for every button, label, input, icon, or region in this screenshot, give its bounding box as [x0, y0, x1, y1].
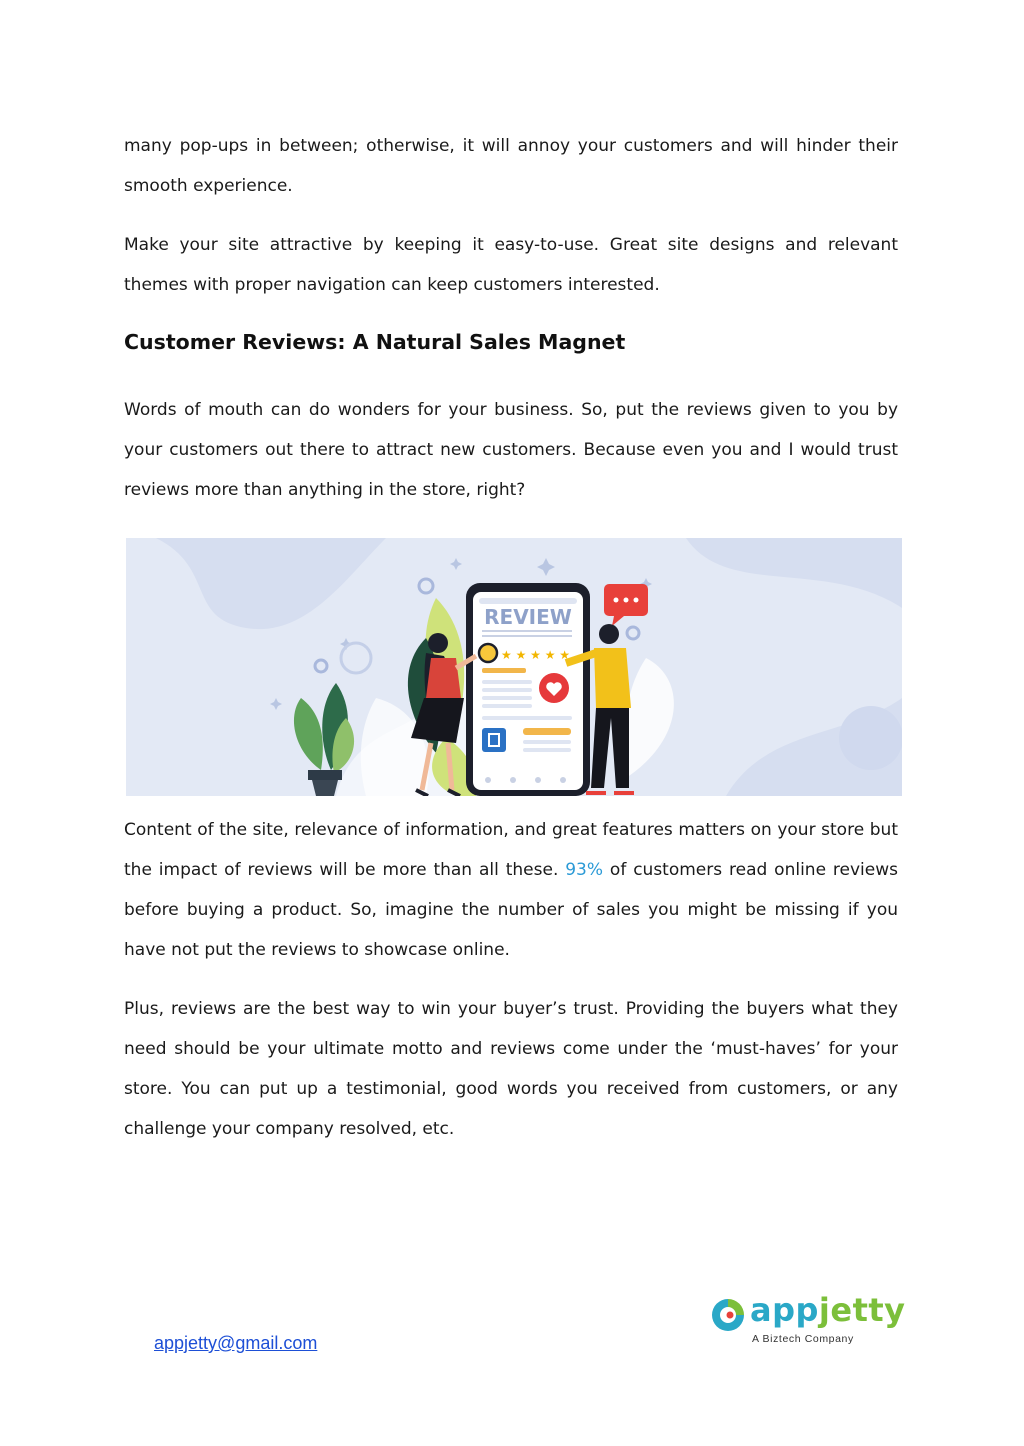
logo-tagline: A Biztech Company [752, 1333, 854, 1345]
paragraph-content-before: Content of the site, relevance of information, and great features matters on your store but the impact of reviews will be more than all these. [124, 820, 898, 880]
section-heading: Customer Reviews: A Natural Sales Magnet [124, 330, 626, 354]
logo-word-app: app [750, 1291, 819, 1329]
logo-wordmark [750, 1291, 906, 1329]
logo-word-jetty: jetty [818, 1291, 906, 1329]
paragraph-site-attractive: Make your site attractive by keeping it easy-to-use. Great site designs and relevant themes with proper navigation can keep customers interested. [124, 235, 898, 295]
paragraph-buyer-trust: Plus, reviews are the best way to win your buyer’s trust. Providing the buyers what they need should be your ultimate motto and reviews come under the ‘must-haves’ for your store. You can put up a testimonial, good words you received from customers, or any challenge your company resolved, etc. [124, 999, 898, 1139]
appjetty-logo [706, 1291, 906, 1350]
paragraph-popups: many pop-ups in between; otherwise, it will annoy your customers and will hinder their smooth experience. [124, 136, 898, 196]
paragraph-content-after: of customers read online reviews before buying a product. So, imagine the number of sales you might be missing if you have not put the reviews to showcase online. [124, 860, 898, 960]
email-link[interactable]: appjetty@gmail.com [154, 1333, 318, 1353]
review-illustration [126, 538, 902, 796]
paragraph-words-of-mouth: Words of mouth can do wonders for your business. So, put the reviews given to you by your customers out there to attract new customers. Because even you and I would trust reviews more than anything in the store, right? [124, 400, 898, 500]
stat-link-93[interactable]: 93% [565, 860, 604, 880]
logo-mark-icon [708, 1295, 748, 1335]
illustration-title: REVIEW [484, 605, 572, 629]
rating-stars: ★ ★ ★ ★ ★ [501, 648, 571, 662]
paragraph-content-reviews [124, 810, 898, 970]
